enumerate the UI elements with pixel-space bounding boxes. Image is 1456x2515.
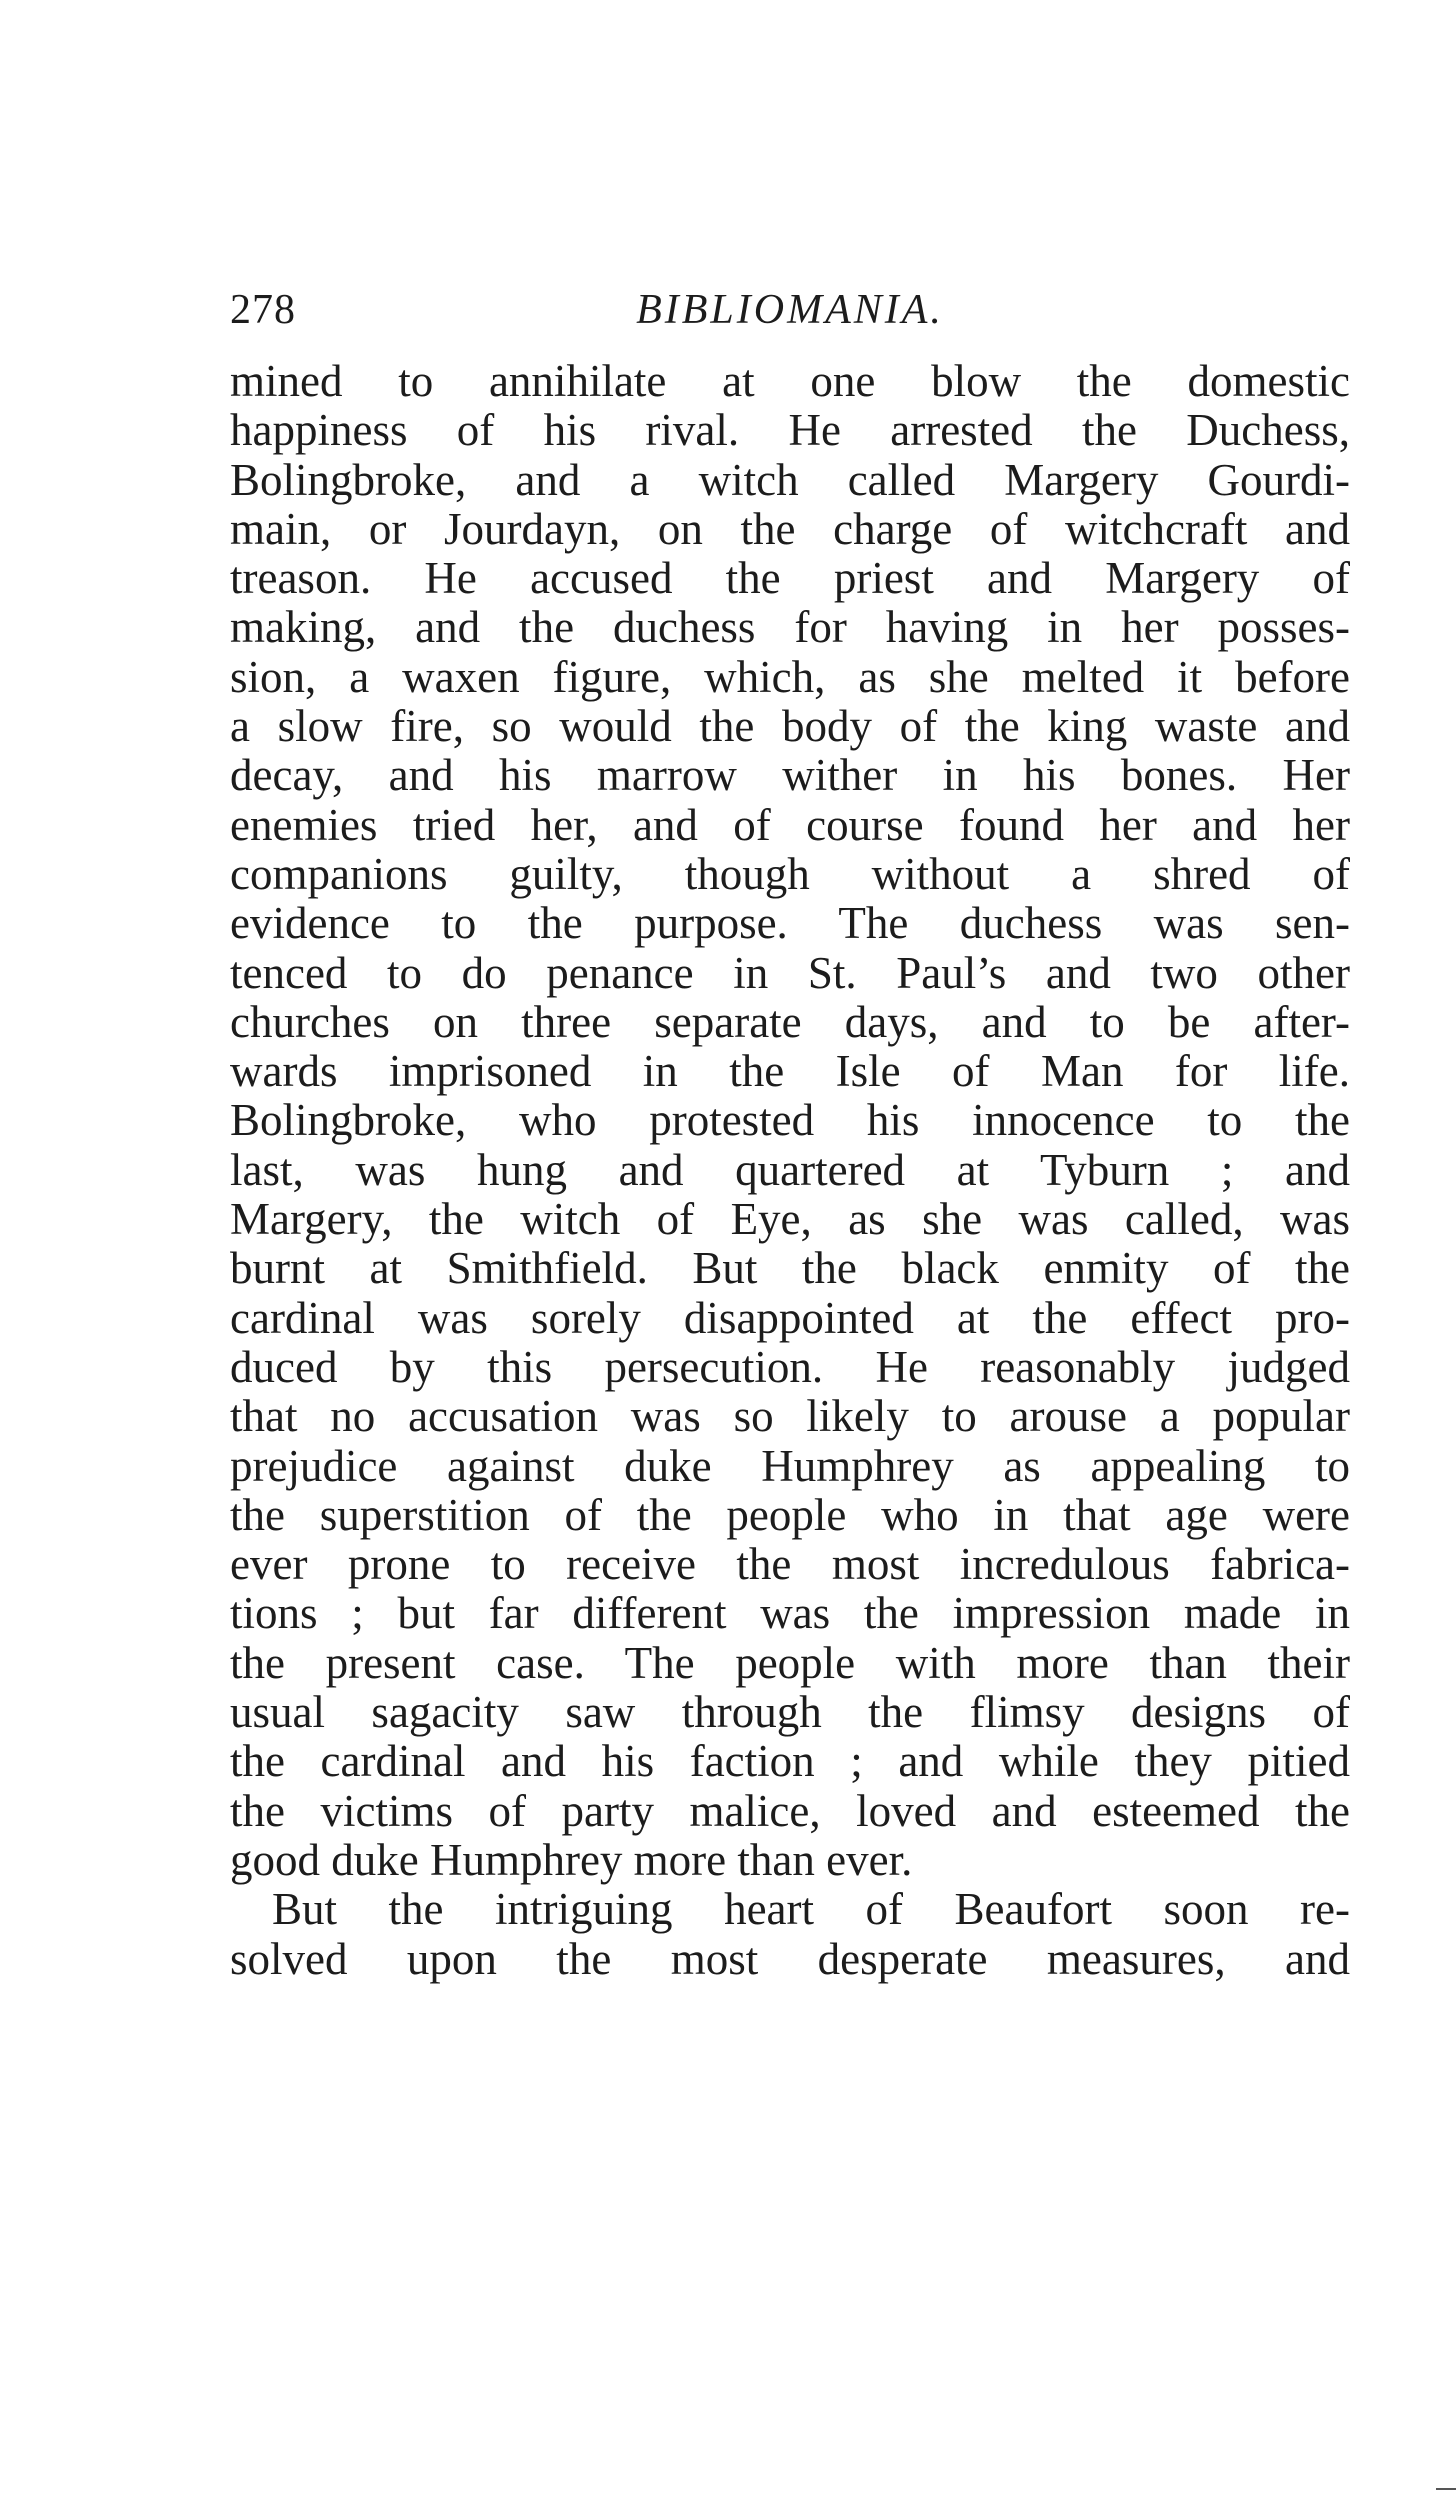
text-line: last, was hung and quartered at Tyburn ; and bbox=[230, 1145, 1350, 1195]
text-line: churches on three separate days, and to be after- bbox=[230, 997, 1350, 1047]
text-line: a slow fire, so would the body of the king waste and bbox=[230, 702, 1350, 752]
text-line: evidence to the purpose. The duchess was sen- bbox=[230, 899, 1350, 949]
text-line: happiness of his rival. He arrested the Duchess, bbox=[230, 406, 1350, 456]
text-line: the superstition of the people who in that age were bbox=[230, 1490, 1350, 1540]
page-number: 278 bbox=[230, 287, 296, 333]
body-text bbox=[230, 357, 1350, 1984]
text-line: Bolingbroke, and a witch called Margery Gourdi- bbox=[230, 455, 1350, 505]
running-head bbox=[230, 280, 1350, 340]
text-line: decay, and his marrow wither in his bones. Her bbox=[230, 751, 1350, 801]
text-line: good duke Humphrey more than ever. bbox=[230, 1835, 913, 1885]
text-line: duced by this persecution. He reasonably judged bbox=[230, 1342, 1350, 1392]
text-line: mined to annihilate at one blow the domestic bbox=[230, 357, 1350, 406]
text-line: enemies tried her, and of course found her and her bbox=[230, 800, 1350, 850]
text-line: the cardinal and his faction ; and while they pitied bbox=[230, 1737, 1350, 1787]
text-line: that no accusation was so likely to arouse a popular bbox=[230, 1392, 1350, 1442]
text-line: tions ; but far different was the impression made in bbox=[230, 1589, 1350, 1639]
text-line: burnt at Smithfield. But the black enmity of the bbox=[230, 1244, 1350, 1294]
running-title: BIBLIOMANIA. bbox=[636, 287, 944, 333]
text-line: making, and the duchess for having in her posses- bbox=[230, 603, 1350, 653]
text-line: solved upon the most desperate measures, and bbox=[230, 1934, 1350, 1984]
text-line: prejudice against duke Humphrey as appealing to bbox=[230, 1441, 1350, 1491]
text-line: tenced to do penance in St. Paul’s and two other bbox=[230, 948, 1350, 998]
text-line: the present case. The people with more than their bbox=[230, 1638, 1350, 1688]
text-line: the victims of party malice, loved and esteemed the bbox=[230, 1786, 1350, 1836]
text-line: ever prone to receive the most incredulous fabrica- bbox=[230, 1540, 1350, 1590]
paragraph-1 bbox=[230, 357, 1350, 1885]
text-line: But the intriguing heart of Beaufort soon re- bbox=[272, 1885, 1350, 1935]
text-line: cardinal was sorely disappointed at the effect pro- bbox=[230, 1293, 1350, 1343]
text-line: Margery, the witch of Eye, as she was called, was bbox=[230, 1195, 1350, 1245]
paragraph-2 bbox=[230, 1885, 1350, 1984]
text-line: Bolingbroke, who protested his innocence to the bbox=[230, 1096, 1350, 1146]
text-line: treason. He accused the priest and Margery of bbox=[230, 554, 1350, 604]
text-line: usual sagacity saw through the flimsy designs of bbox=[230, 1688, 1350, 1738]
page-edge-mark bbox=[1436, 2488, 1456, 2490]
text-line: wards imprisoned in the Isle of Man for life. bbox=[230, 1047, 1350, 1097]
text-line: companions guilty, though without a shred of bbox=[230, 849, 1350, 899]
text-line: main, or Jourdayn, on the charge of witchcraft and bbox=[230, 504, 1350, 554]
text-line: sion, a waxen figure, which, as she melted it before bbox=[230, 652, 1350, 702]
